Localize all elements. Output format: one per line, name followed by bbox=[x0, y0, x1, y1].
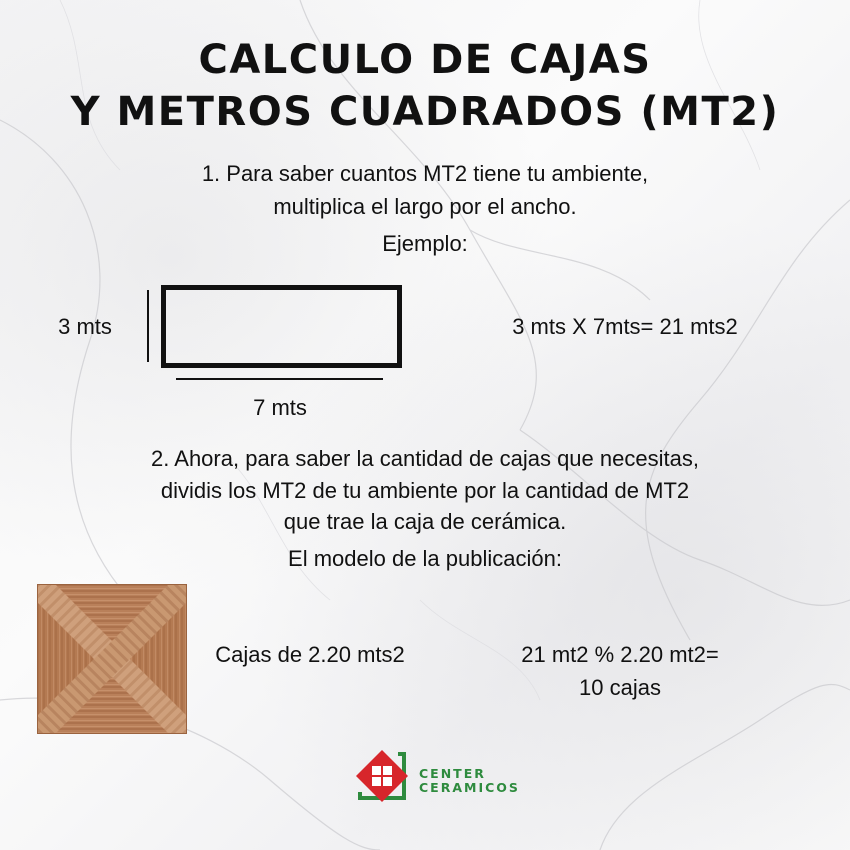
step1-line1: 1. Para saber cuantos MT2 tiene tu ambiente, bbox=[201, 161, 649, 186]
width-label: 7 mts bbox=[253, 395, 307, 420]
step2-line3: que trae la caja de cerámica. bbox=[283, 509, 567, 534]
wood-parquet-tile-icon bbox=[37, 584, 187, 734]
center-ceramicos-logo-icon bbox=[352, 746, 412, 806]
example-label: Ejemplo: bbox=[382, 231, 468, 256]
brand-line2: CERAMICOS bbox=[419, 780, 520, 795]
step1-line2: multiplica el largo por el ancho. bbox=[273, 194, 577, 219]
page-title-line2: Y METROS CUADRADOS (MT2) bbox=[70, 89, 780, 135]
boxes-formula-line2: 10 cajas bbox=[579, 675, 661, 700]
step2-line1: 2. Ahora, para saber la cantidad de cajas que necesitas, bbox=[151, 446, 699, 471]
height-dimension-line bbox=[147, 290, 149, 362]
room-rectangle bbox=[161, 285, 402, 368]
height-label: 3 mts bbox=[58, 314, 112, 339]
boxes-formula-line1: 21 mt2 % 2.20 mt2= bbox=[521, 642, 719, 667]
page-title-line1: CALCULO DE CAJAS bbox=[198, 37, 652, 83]
width-dimension-line bbox=[176, 378, 383, 380]
box-size-label: Cajas de 2.20 mts2 bbox=[215, 642, 405, 667]
brand-line1: CENTER bbox=[419, 766, 486, 781]
model-label: El modelo de la publicación: bbox=[288, 546, 562, 571]
area-formula: 3 mts X 7mts= 21 mts2 bbox=[512, 314, 738, 339]
step2-line2: dividis los MT2 de tu ambiente por la cantidad de MT2 bbox=[160, 478, 690, 503]
